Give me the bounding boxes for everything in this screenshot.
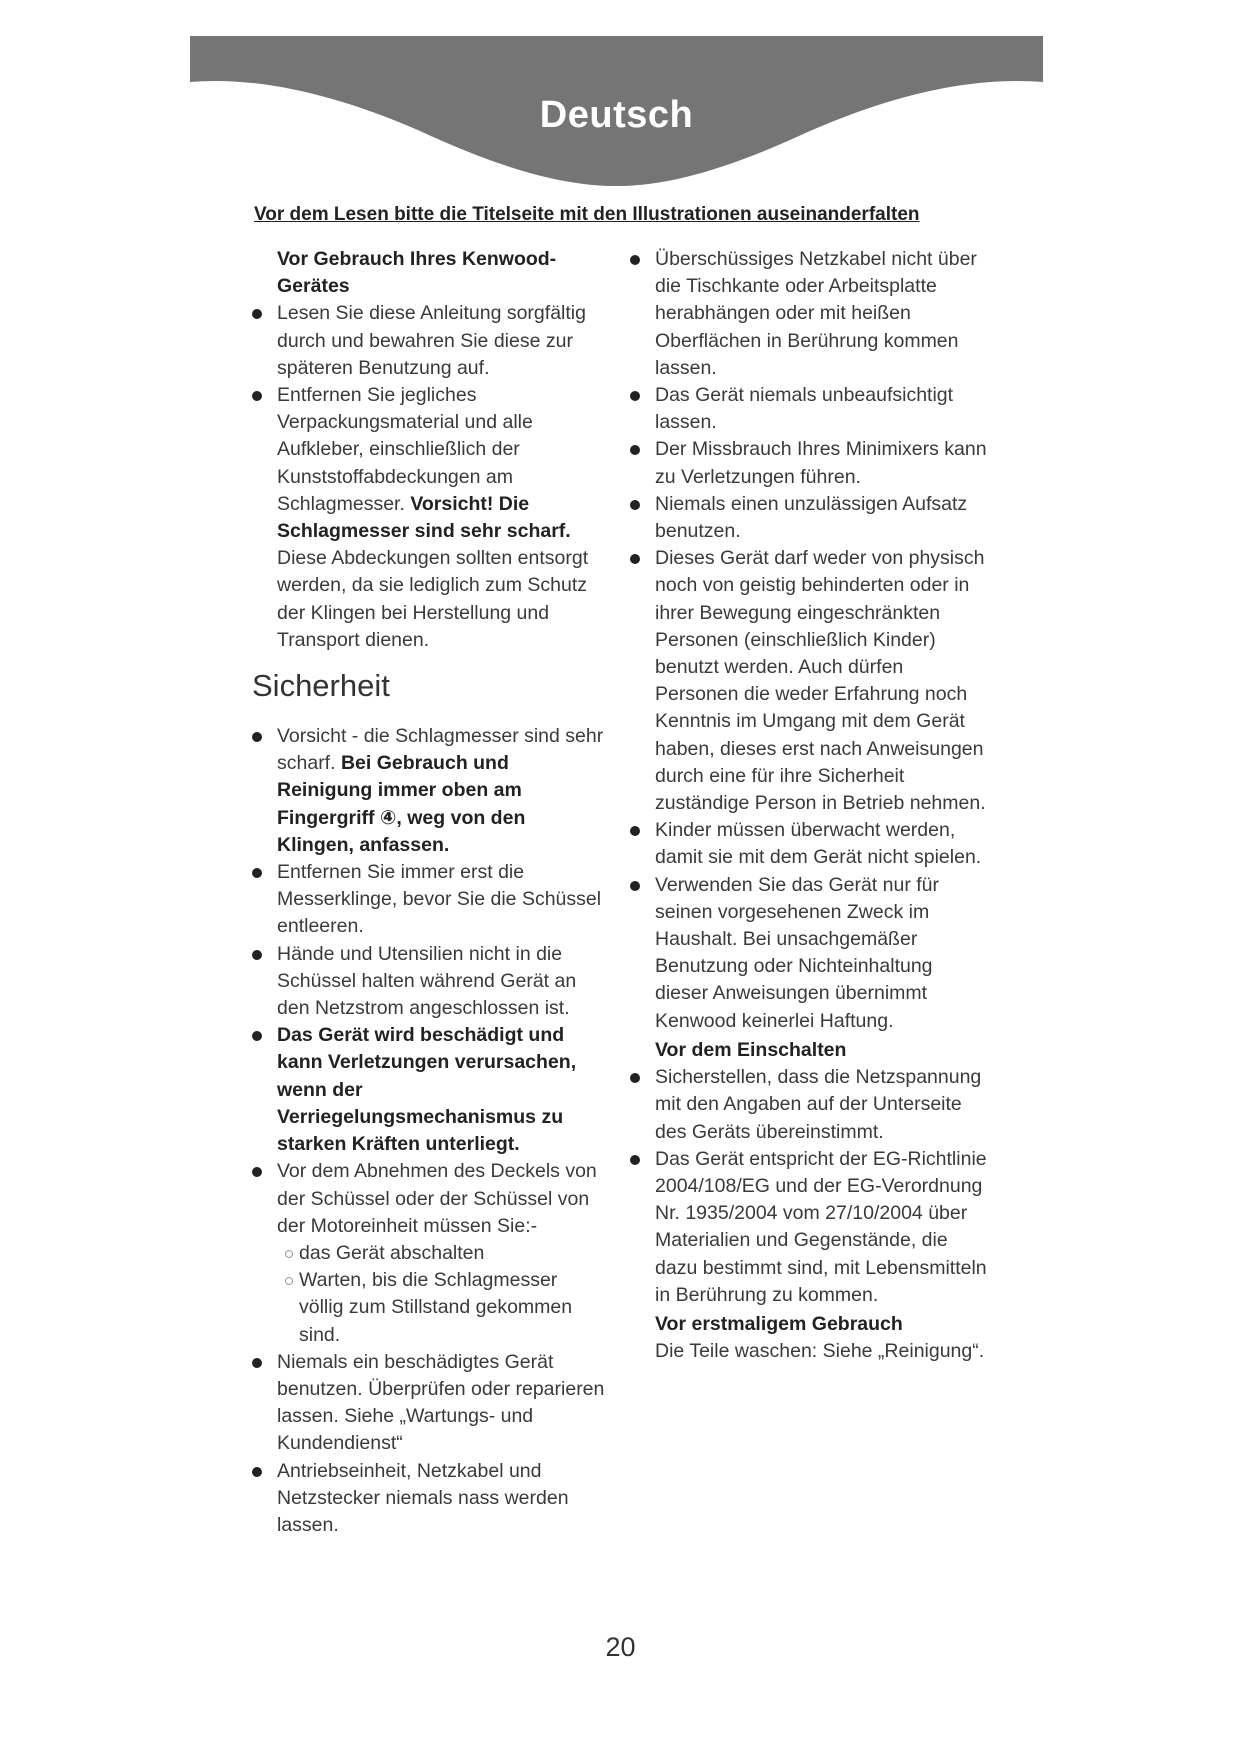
list-item: Dieses Gerät darf weder von physisch noch von geistig behinderten oder in ihrer Bewegung eingeschränkten Personen (einschließlich Kinder) benutzt werden. Auch dürfen Personen die weder Erfahrung noch Kenntnis im Umgang mit dem Gerät haben, dieses erst nach Anweisungen durch eine für ihre Sicherheit zuständige Person in Betrieb nehmen. bbox=[630, 545, 990, 817]
before-switch-on-heading: Vor dem Einschalten bbox=[655, 1038, 847, 1061]
page-language-title: Deutsch bbox=[539, 94, 694, 136]
list-item: Der Missbrauch Ihres Minimixers kann zu Verletzungen führen. bbox=[630, 436, 990, 490]
list-item: Sicherstellen, dass die Netzspannung mit den Angaben auf der Unterseite des Geräts übereinstimmt. bbox=[630, 1064, 990, 1146]
list-item: Antriebseinheit, Netzkabel und Netzstecker niemals nass werden lassen. bbox=[252, 1458, 607, 1540]
list-item: Lesen Sie diese Anleitung sorgfältig durch und bewahren Sie diese zur späteren Benutzung auf. bbox=[252, 300, 607, 382]
left-column bbox=[252, 246, 607, 1539]
right-column bbox=[630, 246, 990, 1365]
fold-notice: Vor dem Lesen bitte die Titelseite mit den Illustrationen auseinanderfalten bbox=[254, 204, 920, 225]
list-item: Entfernen Sie jegliches Verpackungsmaterial und alle Aufkleber, einschließlich der Kunststoffabdeckungen am Schlagmesser. Vorsicht! Die Schlagmesser sind sehr scharf. Diese Abdeckungen sollten entsorgt werden, da sie lediglich zum Schutz der Klingen bei Herstellung und Transport dienen. bbox=[252, 382, 607, 654]
sub-list bbox=[277, 1240, 607, 1349]
warning-text: Bei Gebrauch und Reinigung immer oben am Fingergriff ④, weg von den Klingen, anfassen. bbox=[277, 752, 526, 856]
list-item: Überschüssiges Netzkabel nicht über die Tischkante oder Arbeitsplatte herabhängen oder mit heißen Oberflächen in Berührung kommen lassen. bbox=[630, 246, 990, 382]
first-use-heading: Vor erstmaligem Gebrauch bbox=[655, 1312, 903, 1335]
first-use-text: Die Teile waschen: Siehe „Reinigung“. bbox=[655, 1340, 985, 1363]
intro-list bbox=[252, 300, 607, 654]
list-item: Hände und Utensilien nicht in die Schüssel halten während Gerät an den Netzstrom angeschlossen ist. bbox=[252, 941, 607, 1023]
sub-list-item: Warten, bis die Schlagmesser völlig zum Stillstand gekommen sind. bbox=[277, 1267, 607, 1349]
list-item: Verwenden Sie das Gerät nur für seinen vorgesehenen Zweck im Haushalt. Bei unsachgemäßer Benutzung oder Nichteinhaltung dieser Anweisungen übernimmt Kenwood keinerlei Haftung. bbox=[630, 872, 990, 1035]
section-title-safety: Sicherheit bbox=[252, 668, 390, 704]
page-number: 20 bbox=[605, 1632, 636, 1662]
list-item: Niemals einen unzulässigen Aufsatz benutzen. bbox=[630, 491, 990, 545]
before-switch-on-list bbox=[630, 1064, 990, 1309]
list-item: Entfernen Sie immer erst die Messerklinge, bevor Sie die Schüssel entleeren. bbox=[252, 859, 607, 941]
list-item: Das Gerät entspricht der EG-Richtlinie 2004/108/EG und der EG-Verordnung Nr. 1935/2004 vom 27/10/2004 über Materialien und Gegenstände, die dazu bestimmt sind, mit Lebensmitteln in Berührung zu kommen. bbox=[630, 1146, 990, 1309]
list-item: Das Gerät niemals unbeaufsichtigt lassen. bbox=[630, 382, 990, 436]
list-item: Vor dem Abnehmen des Deckels von der Schüssel oder der Schüssel von der Motoreinheit müssen Sie:- das Gerät abschalten Warten, bis die Schlagmesser völlig zum Stillstand gekommen sind. bbox=[252, 1158, 607, 1348]
intro-heading: Vor Gebrauch Ihres Kenwood-Gerätes bbox=[277, 248, 557, 298]
sub-list-item: das Gerät abschalten bbox=[277, 1240, 607, 1267]
safety-list-continued bbox=[630, 246, 990, 1035]
list-item: Das Gerät wird beschädigt und kann Verletzungen verursachen, wenn der Verriegelungsmechanismus zu starken Kräften unterliegt. bbox=[252, 1022, 607, 1158]
list-item: Niemals ein beschädigtes Gerät benutzen. Überprüfen oder reparieren lassen. Siehe „Wartungs- und Kundendienst“ bbox=[252, 1349, 607, 1458]
list-item: Vorsicht - die Schlagmesser sind sehr scharf. Bei Gebrauch und Reinigung immer oben am Fingergriff ④, weg von den Klingen, anfassen. bbox=[252, 723, 607, 859]
warning-text: Vorsicht! Die Schlagmesser sind sehr scharf. bbox=[277, 492, 571, 543]
safety-list bbox=[252, 723, 607, 1539]
list-item: Kinder müssen überwacht werden, damit sie mit dem Gerät nicht spielen. bbox=[630, 817, 990, 871]
